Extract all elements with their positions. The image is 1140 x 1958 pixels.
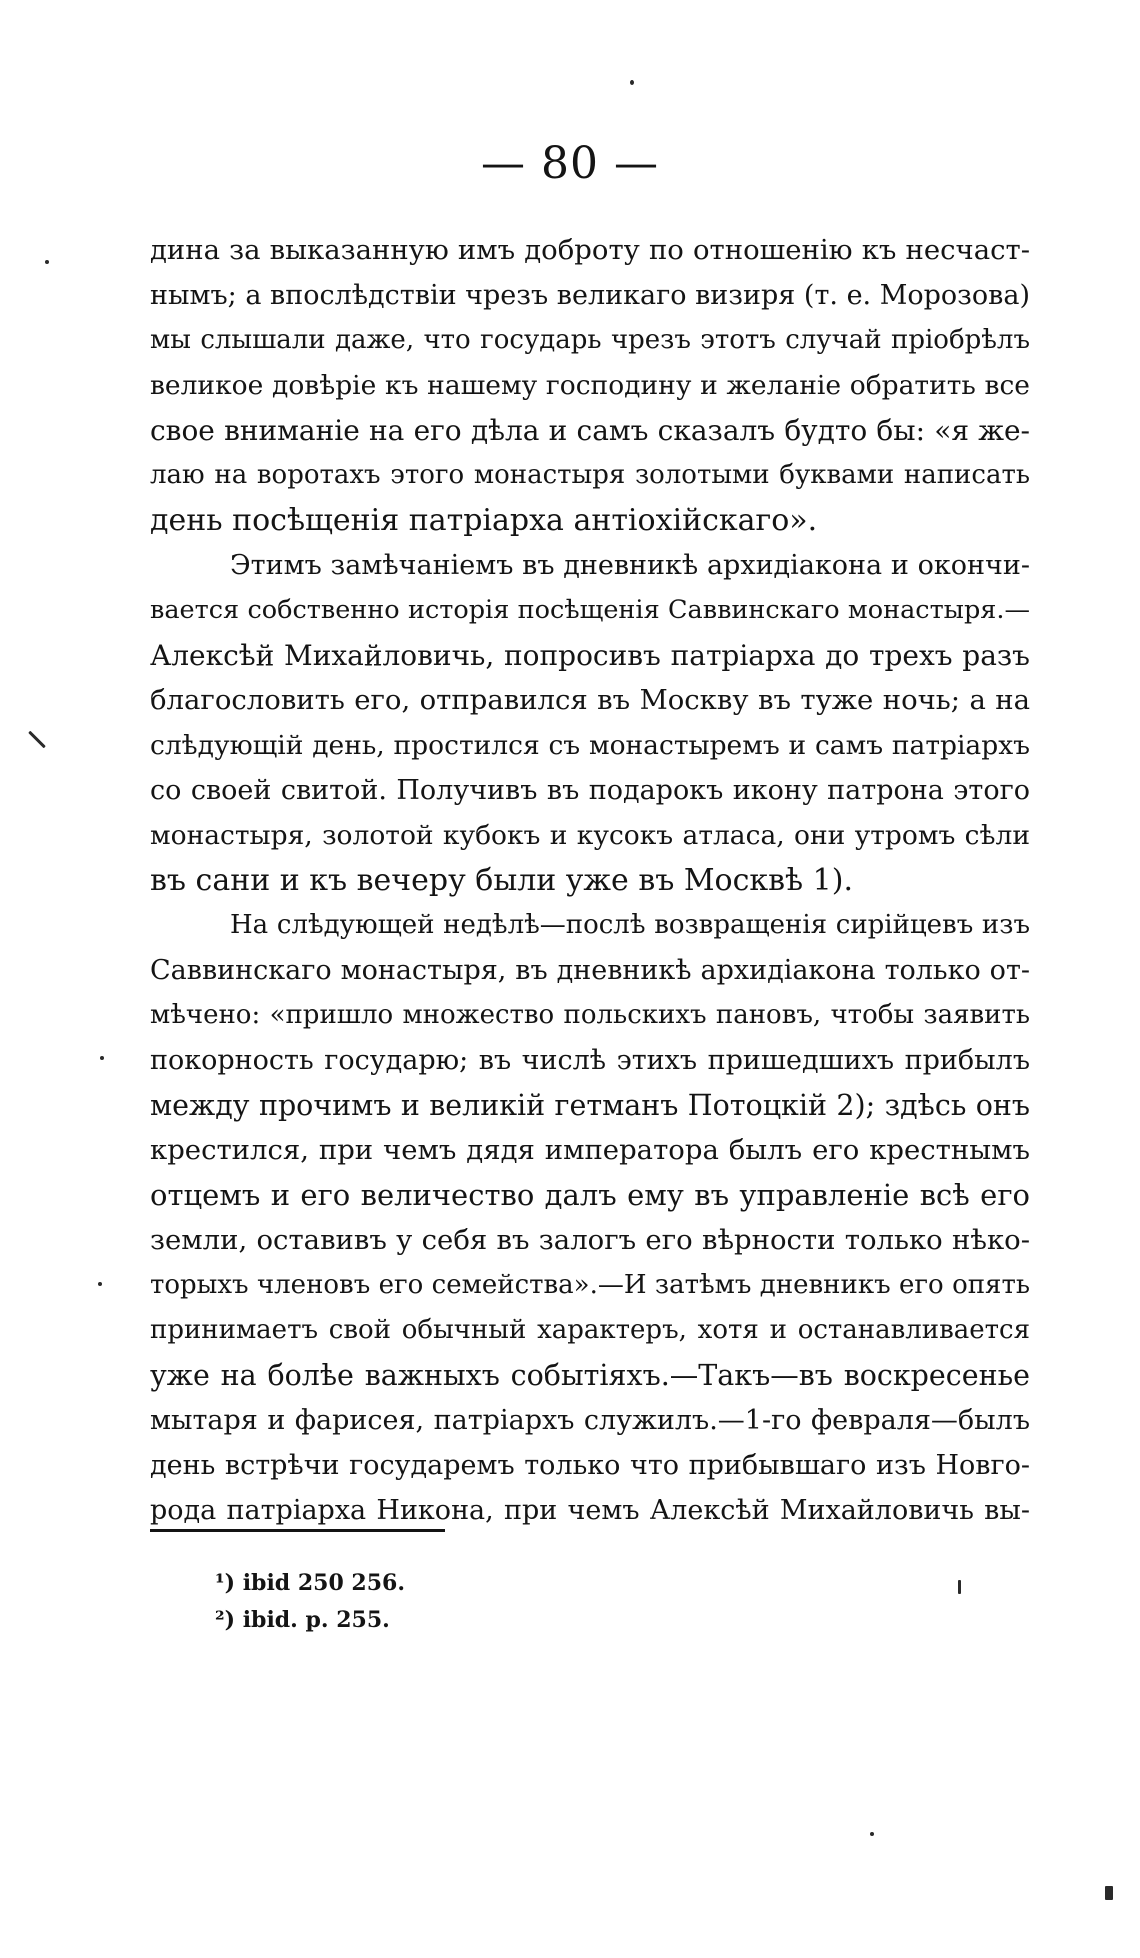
text-line: между прочимъ и великій гетманъ Потоцкій 2); здѣсь онъ — [150, 1089, 1030, 1122]
scan-speck — [1105, 1886, 1113, 1900]
scan-speck — [630, 80, 634, 85]
text-line: отцемъ и его величество далъ ему въ управленіе всѣ его — [150, 1178, 1030, 1212]
footnote: ²) ibid. p. 255. — [215, 1607, 390, 1633]
text-line: въ сани и къ вечеру были уже въ Москвѣ 1). — [150, 863, 854, 898]
text-line: Этимъ замѣчаніемъ въ дневникѣ архидіакона и окончи- — [230, 550, 1030, 581]
text-line: нымъ; а впослѣдствіи чрезъ великаго визиря (т. е. Морозова) — [150, 280, 1030, 311]
text-line: покорность государю; въ числѣ этихъ пришедшихъ прибылъ — [150, 1045, 1030, 1076]
text-line: мы слышали даже, что государь чрезъ этотъ случай пріобрѣлъ — [150, 325, 1030, 355]
body-text — [150, 228, 1030, 1533]
footnote-rule — [150, 1529, 445, 1532]
scan-speck — [100, 1056, 104, 1060]
scan-speck — [45, 260, 49, 264]
scan-speck — [870, 1832, 874, 1836]
text-line: принимаетъ свой обычный характеръ, хотя и останавливается — [150, 1315, 1030, 1345]
text-line: лаю на воротахъ этого монастыря золотыми буквами написать — [150, 460, 1030, 490]
text-line: Алексѣй Михайловичь, попросивъ патріарха до трехъ разъ — [150, 639, 1030, 672]
scan-speck — [28, 731, 46, 749]
page-number: — 80 — — [481, 138, 659, 189]
footnotes — [215, 1565, 405, 1639]
text-line: торыхъ членовъ его семейства».—И затѣмъ дневникъ его опять — [150, 1270, 1030, 1300]
text-line: великое довѣріе къ нашему господину и желаніе обратить все — [150, 370, 1030, 401]
text-line: земли, оставивъ у себя въ залогъ его вѣрности только нѣко- — [150, 1224, 1030, 1256]
text-line: мытаря и фарисея, патріархъ служилъ.—1-го февраля—былъ — [150, 1405, 1030, 1436]
text-line: благословить его, отправился въ Москву въ туже ночь; а на — [150, 684, 1030, 716]
scan-speck — [958, 1580, 961, 1594]
text-line: уже на болѣе важныхъ событіяхъ.—Такъ—въ воскресенье — [150, 1359, 1030, 1392]
paragraph — [150, 903, 1030, 1533]
text-line: слѣдующій день, простился съ монастыремъ и самъ патріархъ — [150, 730, 1030, 761]
text-line: дина за выказанную имъ доброту по отношенію къ несчаст- — [150, 234, 1030, 266]
text-line: Саввинскаго монастыря, въ дневникѣ архидіакона только от- — [150, 955, 1030, 986]
paragraph — [150, 228, 1030, 543]
footnote: ¹) ibid 250 256. — [215, 1570, 406, 1596]
text-line: день встрѣчи государемъ только что прибывшаго изъ Новго- — [150, 1450, 1030, 1481]
text-line: вается собственно исторія посѣщенія Саввинскаго монастыря.— — [150, 595, 1030, 625]
text-line: крестился, при чемъ дядя императора былъ его крестнымъ — [150, 1134, 1030, 1166]
text-line: день посѣщенія патріарха антіохійскаго». — [150, 503, 818, 538]
text-line: монастыря, золотой кубокъ и кусокъ атласа, они утромъ сѣли — [150, 820, 1030, 851]
text-line: На слѣдующей недѣлѣ—послѣ возвращенія сирійцевъ изъ — [230, 910, 1030, 940]
text-line: свое вниманіе на его дѣла и самъ сказалъ будто бы: «я же- — [150, 414, 1030, 447]
text-line: мѣчено: «пришло множество польскихъ пановъ, чтобы заявить — [150, 1000, 1030, 1030]
text-line: рода патріарха Никона, при чемъ Алексѣй Михайловичь вы- — [150, 1495, 1030, 1526]
scan-speck — [98, 1282, 102, 1286]
paragraph — [150, 543, 1030, 903]
text-line: со своей свитой. Получивъ въ подарокъ икону патрона этого — [150, 775, 1030, 806]
